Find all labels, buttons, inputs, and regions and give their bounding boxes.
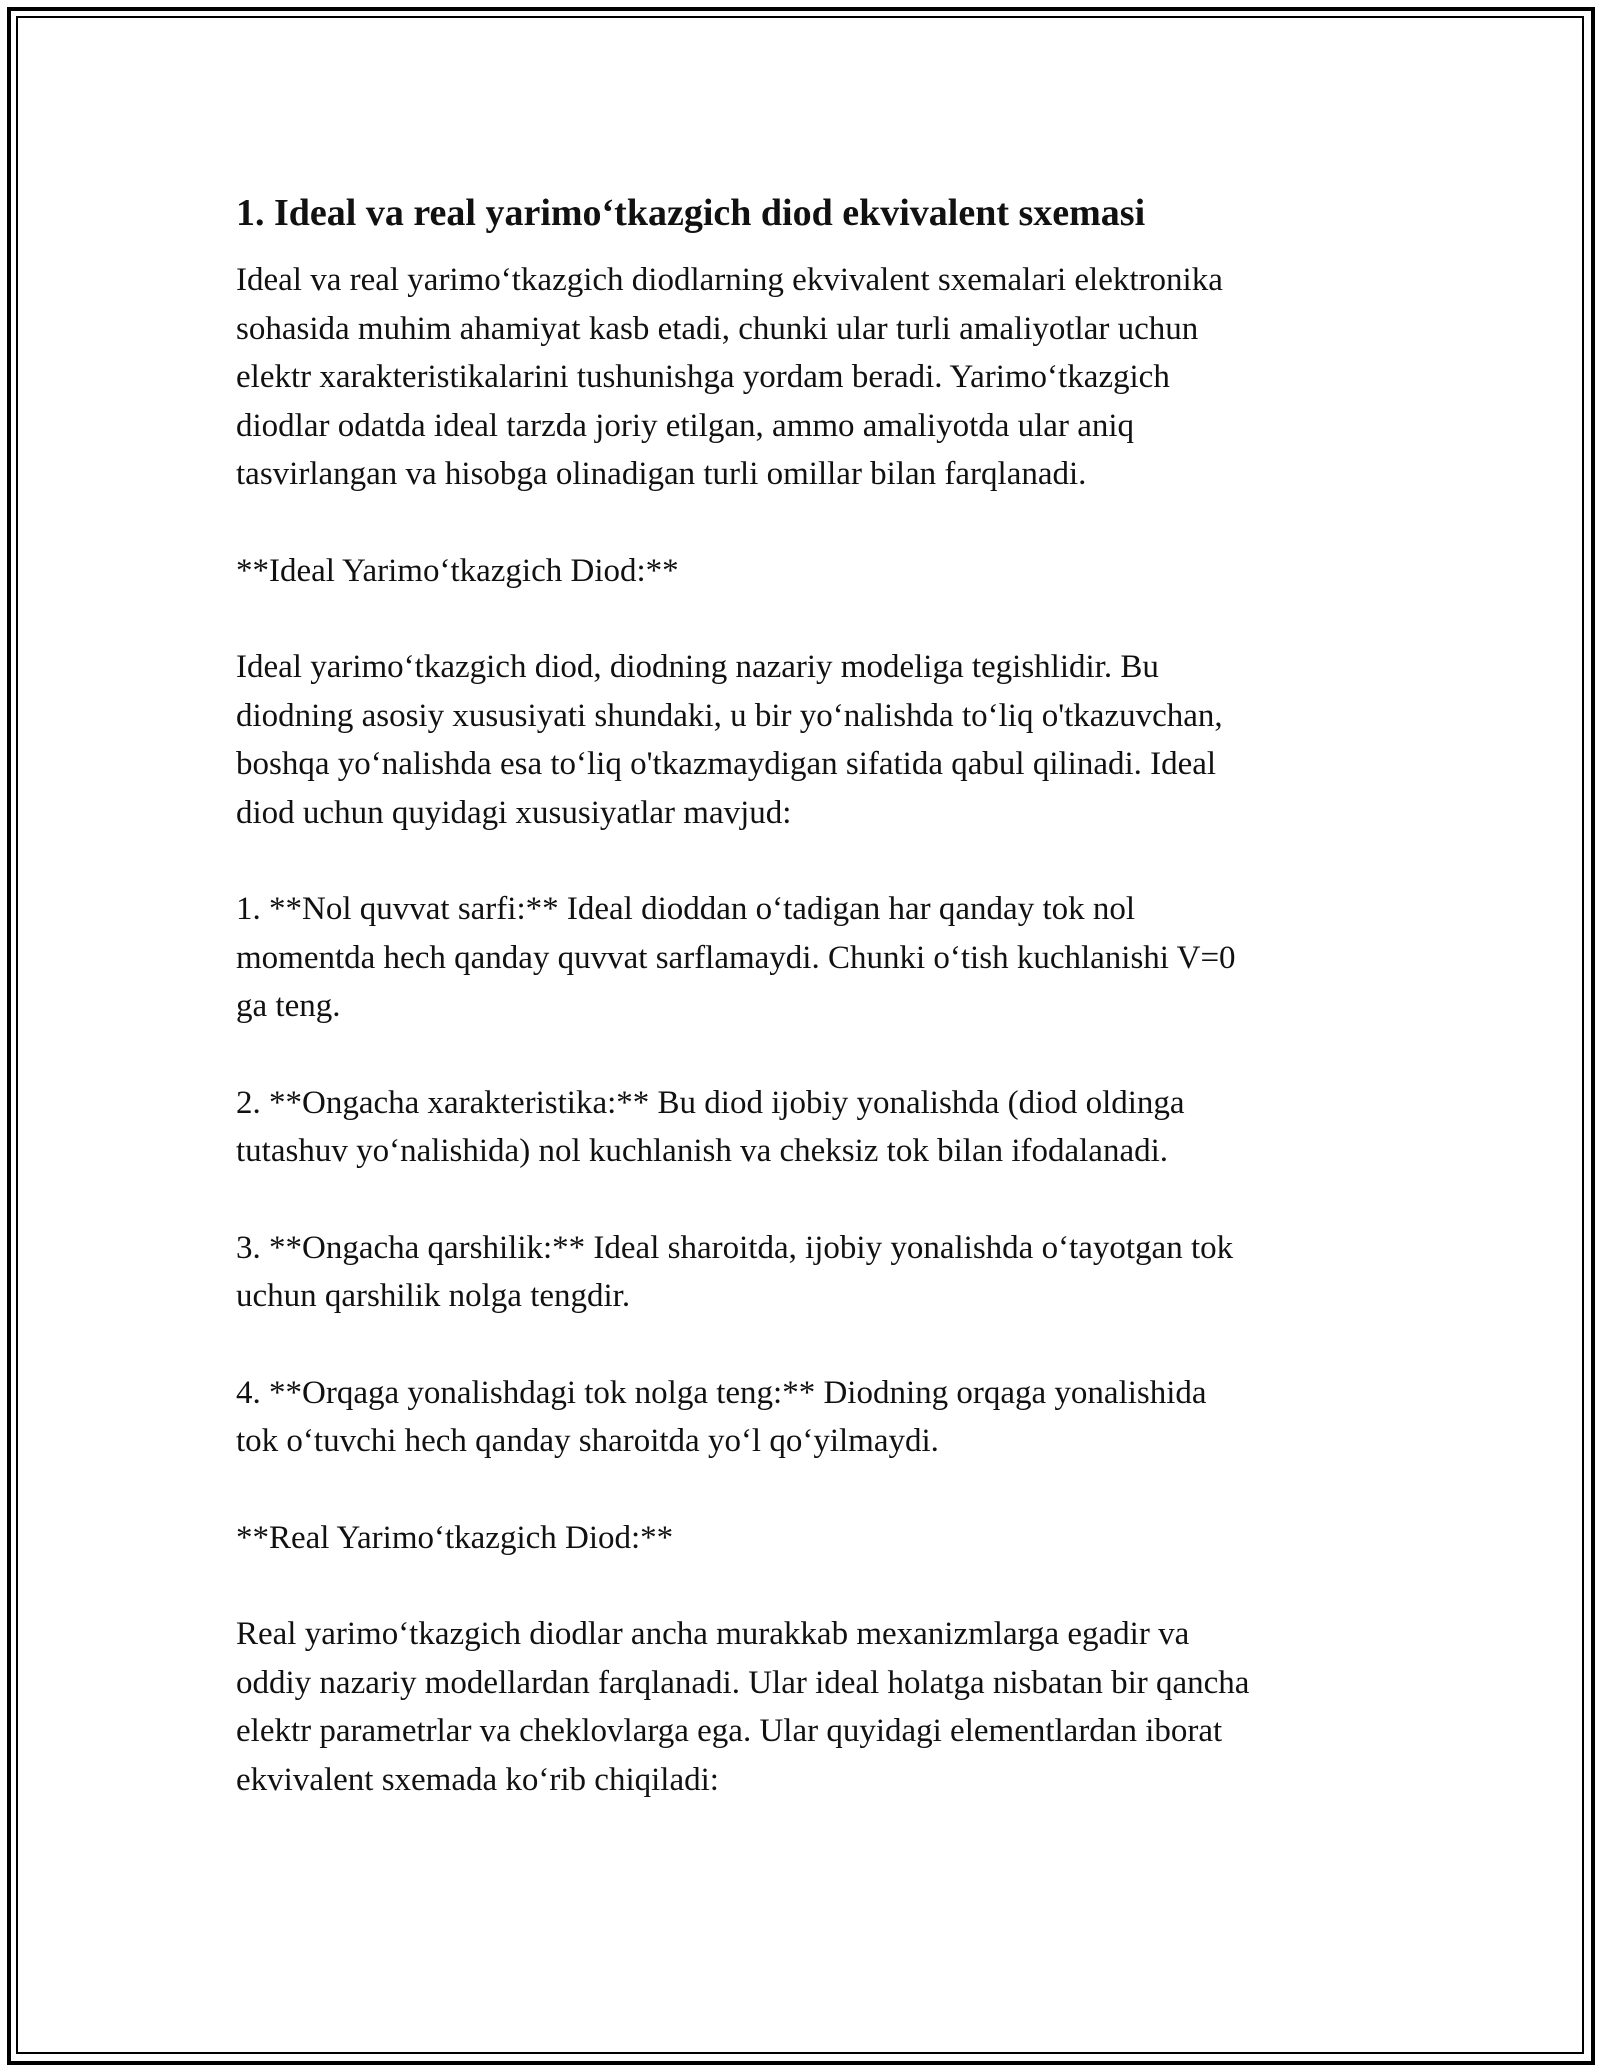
- real-diode-heading: **Real Yarimo‘tkazgich Diod:**: [236, 1519, 674, 1556]
- section-title: 1. Ideal va real yarimo‘tkazgich diod ekvivalent sxemasi: [236, 192, 1146, 234]
- list-item-3: 3. **Ongacha qarshilik:** Ideal sharoitda, ijobiy yonalishda o‘tayotgan tok uchun qarshilik nolga tengdir.: [236, 1229, 1234, 1314]
- list-item-2: 2. **Ongacha xarakteristika:** Bu diod ijobiy yonalishda (diod oldinga tutashuv yo‘nalishida) nol kuchlanish va cheksiz tok bilan ifodalanadi.: [236, 1084, 1185, 1169]
- real-diode-paragraph: Real yarimo‘tkazgich diodlar ancha murakkab mexanizmlarga egadir va oddiy nazariy modellardan farqlanadi. Ular ideal holatga nisbatan bir qancha elektr parametrlar va cheklovlarga ega. Ular quyidagi elementlardan iborat ekvivalent sxemada ko‘rib chiqiladi:: [236, 1616, 1250, 1798]
- intro-paragraph: Ideal va real yarimo‘tkazgich diodlarning ekvivalent sxemalari elektronika sohasida muhim ahamiyat kasb etadi, chunki ular turli amaliyotlar uchun elektr xarakteristikalarini tushunishga yordam beradi. Yarimo‘tkazgich diodlar odatda ideal tarzda joriy etilgan, ammo amaliyotda ular aniq tasvirlangan va hisobga olinadigan turli omillar bilan farqlanadi.: [236, 262, 1223, 492]
- document-body: [236, 186, 1366, 1852]
- list-item-4: 4. **Orqaga yonalishdagi tok nolga teng:** Diodning orqaga yonalishida tok o‘tuvchi hech qanday sharoitda yo‘l qo‘yilmaydi.: [236, 1374, 1207, 1459]
- ideal-diode-heading: **Ideal Yarimo‘tkazgich Diod:**: [236, 552, 679, 589]
- list-item-1: 1. **Nol quvvat sarfi:** Ideal dioddan o‘tadigan har qanday tok nol momentda hech qanday quvvat sarflamaydi. Chunki o‘tish kuchlanishi V=0 ga teng.: [236, 891, 1236, 1024]
- ideal-diode-paragraph: Ideal yarimo‘tkazgich diod, diodning nazariy modeliga tegishlidir. Bu diodning asosiy xususiyati shundaki, u bir yo‘nalishda to‘liq o'tkazuvchan, boshqa yo‘nalishda esa to‘liq o'tkazmaydigan sifatida qabul qilinadi. Ideal diod uchun quyidagi xususiyatlar mavjud:: [236, 649, 1223, 831]
